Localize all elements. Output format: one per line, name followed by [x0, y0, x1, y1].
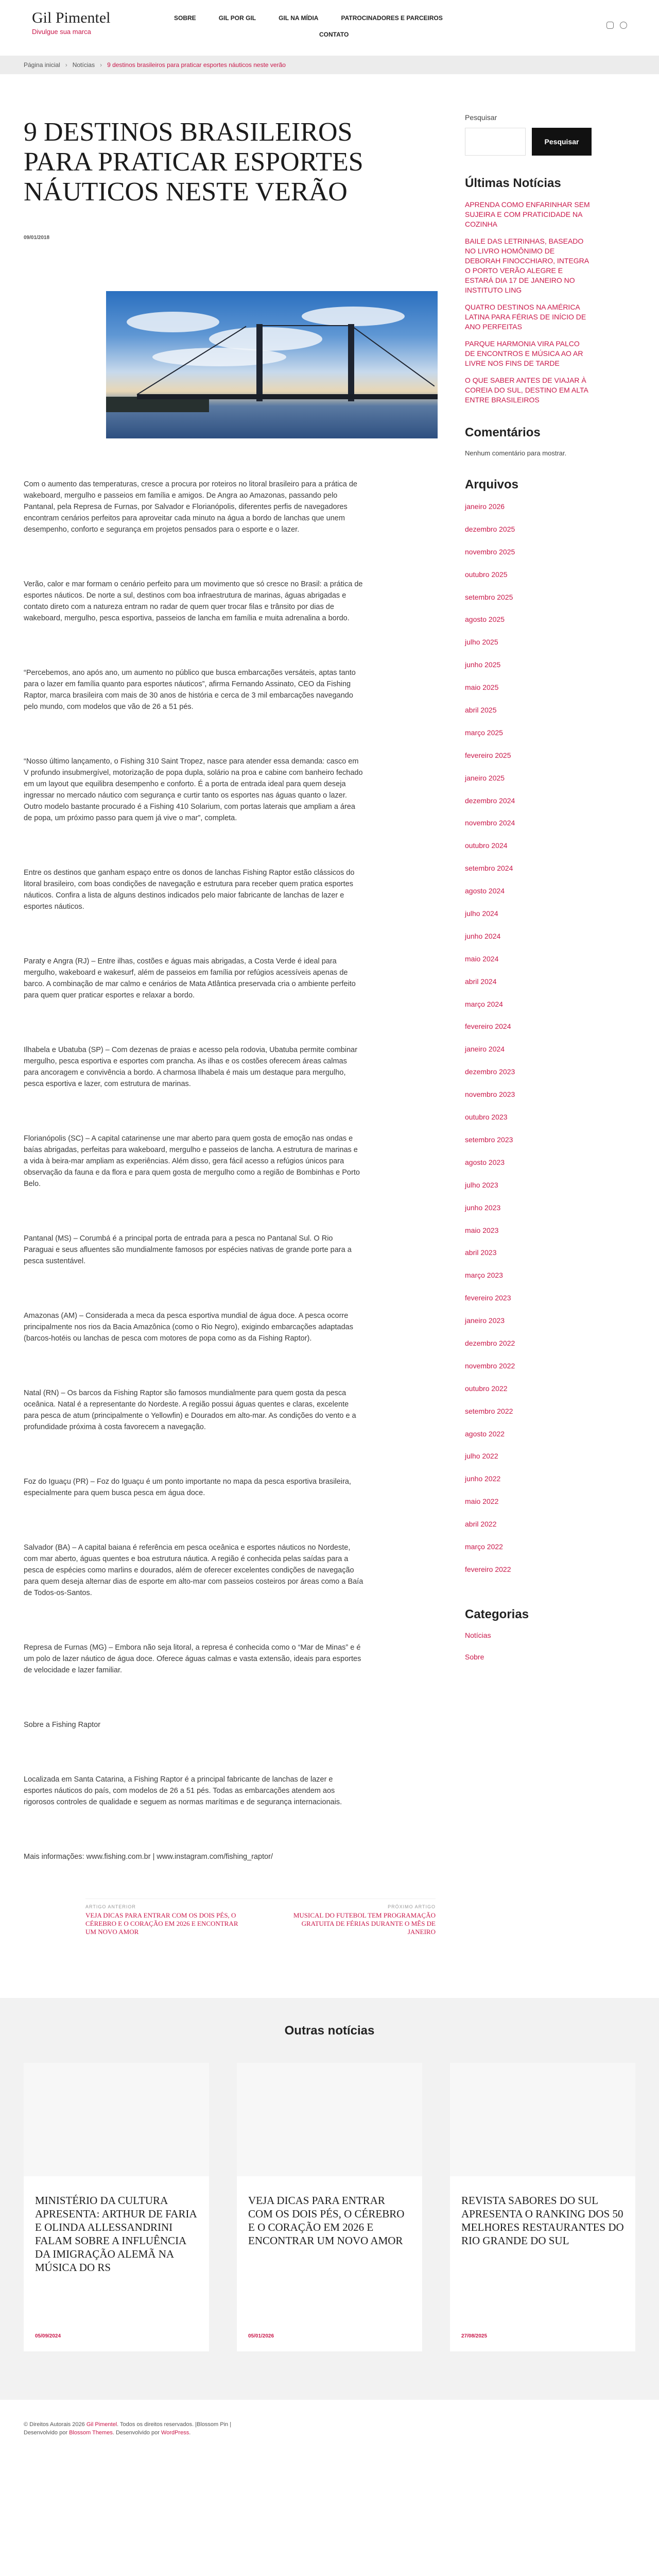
next-post-label: PRÓXIMO ARTIGO [388, 1904, 436, 1909]
related-post-card[interactable] [450, 2063, 635, 2351]
category-link[interactable]: Notícias [465, 1631, 491, 1639]
archive-link[interactable]: novembro 2025 [465, 547, 515, 556]
card-title[interactable]: VEJA DICAS PARA ENTRAR COM OS DOIS PÉS, O CÉREBRO E O CORAÇÃO EM 2026 E ENCONTRAR UM NOVO AMOR [248, 2194, 405, 2247]
comments-empty: Nenhum comentário para mostrar. [465, 449, 567, 457]
archive-link[interactable]: fevereiro 2025 [465, 751, 511, 759]
article-paragraph: Pantanal (MS) – Corumbá é a principal porta de entrada para a pesca no Pantanal Sul. O Rio Paraguai e seus afluentes são mundialmente famosos por espécies nativas de grande porte para a pesca sustentável. [24, 1234, 352, 1265]
archive-link[interactable]: junho 2023 [465, 1203, 501, 1212]
footer-powered-label: . Desenvolvido por [112, 2430, 160, 2436]
site-header [0, 0, 659, 56]
archive-link[interactable]: agosto 2025 [465, 615, 505, 624]
article-paragraph: Salvador (BA) – A capital baiana é referência em pesca oceânica e esportes náuticos no Nordeste, com mar aberto, águas quentes e boa estrutura náutica. A região é conhecida pelas saídas para a pesca de espécies como marlins e dourados, além de oferecer excelentes condições de navegação para quem deseja alternar dias de esporte em alto-mar com passeios costeiros por áreas como a Baía de Todos-os-Santos. [24, 1544, 363, 1597]
instagram-icon[interactable] [606, 22, 614, 29]
comments-title: Comentários [465, 426, 541, 439]
archive-link[interactable]: janeiro 2024 [465, 1045, 505, 1054]
article-paragraph: Paraty e Angra (RJ) – Entre ilhas, costões e águas mais abrigadas, a Costa Verde é ideal para mergulho, wakeboard e wakesurf, além de passeios em família por refúgios acessíveis apenas de barco. A combinação de mar calmo e cenários de Mata Atlântica preservada cria o ambiente perfeito para quem quer praticar esportes e relaxar a bordo. [24, 957, 356, 999]
card-image [450, 2063, 635, 2176]
article-paragraph: “Percebemos, ano após ano, um aumento no público que busca embarcações versáteis, aptas tanto para o lazer em família quanto para esportes náuticos”, afirma Fernando Assinato, CEO da Fishing Raptor, marca brasileira com mais de 30 anos de história e cerca de 3 mil embarcações navegando pelo mundo, com modelos que vão de 26 a 51 pés. [24, 669, 356, 711]
archive-link[interactable]: outubro 2024 [465, 841, 508, 850]
related-post-card[interactable] [24, 2063, 209, 2351]
archive-link[interactable]: junho 2022 [465, 1475, 501, 1483]
site-title[interactable]: Gil Pimentel [32, 9, 111, 26]
article-paragraph: Florianópolis (SC) – A capital catarinense une mar aberto para quem gosta de emoção nas ondas e baías abrigadas, perfeitas para wakeboard, mergulho e passeios de lancha. A estrutura de marinas e a vida à beira-mar ampliam as experiências. Além disso, gera fácil acesso a refúgios únicos para observação da fauna e da flora e para quem gosta de mergulho como a região de Bombinhas e Porto Belo. [24, 1134, 360, 1188]
card-image [237, 2063, 422, 2176]
prev-post[interactable] [85, 1904, 240, 1936]
recent-post-link[interactable]: APRENDA COMO ENFARINHAR SEM SUJEIRA E COM PRATICIDADE NA COZINHA [465, 200, 590, 228]
main-nav [174, 9, 504, 47]
article-paragraph: Amazonas (AM) – Considerada a meca da pesca esportiva mundial de água doce. A pesca ocorre principalmente nos rios da Bacia Amazônica (como o Rio Negro), exigindo embarcações adaptadas (barcos-hotéis ou lanchas de pesca com motores de popa como as da Fishing Raptor). [24, 1312, 353, 1343]
search-input[interactable] [465, 128, 526, 156]
archive-link[interactable]: novembro 2023 [465, 1090, 515, 1099]
prev-post-label: ARTIGO ANTERIOR [85, 1904, 136, 1909]
nav-item-patrocinadores[interactable]: PATROCINADORES E PARCEIROS [341, 14, 443, 22]
archive-link[interactable]: agosto 2024 [465, 887, 505, 895]
archive-link[interactable]: maio 2024 [465, 954, 499, 963]
archive-link[interactable]: janeiro 2026 [465, 502, 505, 511]
article-paragraph: Sobre a Fishing Raptor [24, 1721, 101, 1729]
archive-link[interactable]: abril 2022 [465, 1520, 497, 1529]
archive-link[interactable]: abril 2024 [465, 977, 497, 986]
recent-post-link[interactable]: PARQUE HARMONIA VIRA PALCO DE ENCONTROS E MÚSICA AO AR LIVRE NOS FINS DE TARDE [465, 340, 583, 367]
breadcrumb-section[interactable]: Notícias [72, 61, 95, 69]
article-paragraph: “Nosso último lançamento, o Fishing 310 Saint Tropez, nasce para atender essa demanda: casco em V profundo insubmergível, motorização de popa dupla, solário na proa e cabine com banheiro fechado em um layout que equilibra desempenho e conforto. É a porta de entrada ideal para quem deseja ingressar no mercado náutico com segurança e curtir tanto os esportes nas águas quanto o lazer. Outro modelo bastante procurado é a Fishing 410 Solarium, com portas laterais que ampliam a área de popa, um próximo passo para quem já vive o mar”, completa. [24, 757, 363, 822]
sidebar [465, 74, 592, 1936]
archive-link[interactable]: agosto 2023 [465, 1158, 505, 1166]
page-title: 9 DESTINOS BRASILEIROS PARA PRATICAR ESPORTES NÁUTICOS NESTE VERÃO [24, 117, 363, 207]
nav-item-sobre[interactable]: SOBRE [174, 14, 196, 22]
related-posts [0, 1998, 659, 2400]
category-link[interactable]: Sobre [465, 1652, 484, 1661]
card-title[interactable]: MINISTÉRIO DA CULTURA APRESENTA: ARTHUR DE FARIA E OLINDA ALLESSANDRINI FALAM SOBRE A INFLUÊNCIA DA IMIGRAÇÃO ALEMÃ NA MÚSICA DO RS [35, 2194, 197, 2274]
article-paragraph: Mais informações: www.fishing.com.br | www.instagram.com/fishing_raptor/ [24, 1853, 273, 1861]
footer-end: . [189, 2430, 191, 2436]
archive-link[interactable]: agosto 2022 [465, 1429, 505, 1438]
archive-link[interactable]: setembro 2023 [465, 1135, 513, 1144]
archive-link[interactable]: março 2022 [465, 1542, 503, 1551]
footer-rights: . Todos os direitos reservados. |Blossom Pin | [117, 2421, 232, 2428]
archive-link[interactable]: maio 2022 [465, 1497, 499, 1506]
article-paragraph: Com o aumento das temperaturas, cresce a procura por roteiros no litoral brasileiro para a prática de wakeboard, mergulho e passeios em família e amigos. De Angra ao Amazonas, passando pelo Pantanal, pela Represa de Furnas, por Salvador e Florianópolis, diferentes perfis de navegadores encontram cenários perfeitos para aproveitar cada minuto na água a bordo de lanchas que unem desempenho, conforto e segurança em projetos pensados para o esporte e o lazer. [24, 480, 357, 534]
search-button[interactable]: Pesquisar [532, 128, 592, 156]
recent-post-link[interactable]: BAILE DAS LETRINHAS, BASEADO NO LIVRO HOMÔNIMO DE DEBORAH FINOCCHIARO, INTEGRA O PORTO VERÃO ALEGRE E ESTARÁ DIA 17 DE JANEIRO NO INSTITUTO LING [465, 237, 589, 294]
archive-link[interactable]: maio 2025 [465, 683, 499, 692]
breadcrumb-separator-icon: › [65, 61, 67, 69]
footer-brand-link[interactable]: Gil Pimentel [86, 2421, 117, 2428]
archive-link[interactable]: março 2023 [465, 1271, 503, 1280]
related-post-card[interactable] [237, 2063, 422, 2351]
archive-link[interactable]: outubro 2025 [465, 570, 508, 579]
archive-link[interactable]: julho 2025 [465, 638, 498, 647]
archive-link[interactable]: março 2025 [465, 728, 503, 737]
next-post[interactable] [281, 1904, 436, 1936]
nav-item-gil-na-midia[interactable]: GIL NA MÍDIA [279, 14, 319, 22]
search-label: Pesquisar [465, 113, 497, 122]
footer-dev-label: Desenvolvido por [24, 2430, 67, 2436]
recent-posts-title: Últimas Notícias [465, 176, 561, 190]
archive-link[interactable]: fevereiro 2024 [465, 1022, 511, 1031]
prev-post-link[interactable]: VEJA DICAS PARA ENTRAR COM OS DOIS PÉS, O CÉREBRO E O CORAÇÃO EM 2026 E ENCONTRAR UM NOVO AMOR [85, 1911, 238, 1936]
archive-link[interactable]: novembro 2024 [465, 819, 515, 827]
article-paragraph: Verão, calor e mar formam o cenário perfeito para um movimento que só cresce no Brasil: a prática de esportes náuticos. De norte a sul, destinos com boa infraestrutura de marinas, águas abrigadas e contato direto com a natureza entram no radar de quem quer trocar filas e trânsito por dias de wakeboard, mergulho, pesca esportiva, passeios de lancha em família e muita adrenalina a bordo. [24, 580, 363, 622]
breadcrumb [0, 56, 659, 74]
archive-link[interactable]: outubro 2023 [465, 1113, 508, 1122]
nav-item-gil-por-gil[interactable]: GIL POR GIL [218, 14, 256, 22]
archive-link[interactable]: setembro 2025 [465, 592, 513, 601]
archive-link[interactable]: abril 2025 [465, 706, 497, 715]
archive-link[interactable]: março 2024 [465, 999, 503, 1008]
article-paragraph: Localizada em Santa Catarina, a Fishing Raptor é a principal fabricante de lanchas de lazer e esportes náuticos do país, com modelos de 26 a 51 pés. Todas as embarcações atendem aos rigorosos controles de qualidade e seguem as normas marítimas e de segurança internacionais. [24, 1775, 342, 1806]
article-paragraph: Ilhabela e Ubatuba (SP) – Com dezenas de praias e acesso pela rodovia, Ubatuba permite combinar mergulho, pesca esportiva e esportes com prancha. As ilhas e os costões oferecem áreas calmas para ancoragem e convivência a bordo. A charmosa Ilhabela é mais um destaque para mergulho, pesca esportiva e lazer, com estrutura de marinas. [24, 1046, 358, 1088]
footer-theme-link[interactable]: Blossom Themes [69, 2430, 113, 2436]
archive-link[interactable]: julho 2022 [465, 1452, 498, 1461]
archive-link[interactable]: fevereiro 2023 [465, 1294, 511, 1302]
archive-link[interactable]: julho 2023 [465, 1180, 498, 1189]
related-posts-title: Outras notícias [284, 2024, 375, 2038]
breadcrumb-separator-icon: › [100, 61, 102, 69]
archive-link[interactable]: setembro 2024 [465, 864, 513, 873]
featured-image [106, 291, 438, 438]
article-paragraph: Represa de Furnas (MG) – Embora não seja litoral, a represa é conhecida como o “Mar de Minas” e é um polo de lazer náutico de água doce. Oferece águas calmas e vasta extensão, ideais para esportes de velocidade e lazer familiar. [24, 1643, 361, 1674]
card-date: 05/01/2026 [248, 2333, 274, 2339]
archive-link[interactable]: fevereiro 2022 [465, 1565, 511, 1573]
archive-link[interactable]: abril 2023 [465, 1248, 497, 1257]
card-date: 27/08/2025 [461, 2333, 488, 2339]
card-date: 05/09/2024 [35, 2333, 61, 2339]
social-links [606, 9, 627, 29]
archive-link[interactable]: maio 2023 [465, 1226, 499, 1234]
categories-title: Categorias [465, 1607, 529, 1621]
footer-wordpress-link[interactable]: WordPress [161, 2430, 189, 2436]
recent-post-link[interactable]: QUATRO DESTINOS NA AMÉRICA LATINA PARA FÉRIAS DE INÍCIO DE ANO PERFEITAS [465, 303, 586, 331]
archive-link[interactable]: dezembro 2024 [465, 796, 515, 805]
archive-link[interactable]: janeiro 2023 [465, 1316, 505, 1325]
next-post-link[interactable]: MUSICAL DO FUTEBOL TEM PROGRAMAÇÃO GRATUITA DE FÉRIAS DURANTE O MÊS DE JANEIRO [293, 1911, 436, 1936]
article-paragraph: Foz do Iguaçu (PR) – Foz do Iguaçu é um ponto importante no mapa da pesca esportiva brasileira, especialmente para quem busca pesca em água doce. [24, 1478, 351, 1497]
archive-link[interactable]: dezembro 2025 [465, 524, 515, 533]
archive-link[interactable]: setembro 2022 [465, 1406, 513, 1415]
recent-post-link[interactable]: O QUE SABER ANTES DE VIAJAR À COREIA DO SUL, DESTINO EM ALTA ENTRE BRASILEIROS [465, 376, 588, 404]
post-navigation [85, 1899, 436, 1936]
card-title[interactable]: REVISTA SABORES DO SUL APRESENTA O RANKING DOS 50 MELHORES RESTAURANTES DO RIO GRANDE DO SUL [461, 2194, 624, 2247]
article-paragraph: Entre os destinos que ganham espaço entre os donos de lanchas Fishing Raptor estão clássicos do litoral brasileiro, com boas condições de navegação e estrutura para receber quem pratica esportes náuticos. Confira a lista de alguns destinos indicados pelo maior fabricante de lanchas de lazer e esportes náuticos. [24, 869, 355, 911]
footer-copyright: © Direitos Autorais 2026 [24, 2421, 85, 2428]
card-image [24, 2063, 209, 2176]
archive-link[interactable]: novembro 2022 [465, 1361, 515, 1370]
archive-list [465, 501, 592, 1587]
search-form [465, 128, 592, 156]
breadcrumb-current: 9 destinos brasileiros para praticar esportes náuticos neste verão [107, 61, 286, 69]
archive-link[interactable]: janeiro 2025 [465, 773, 505, 782]
article-body [24, 479, 438, 1862]
nav-item-contato[interactable]: CONTATO [319, 31, 349, 38]
site-footer [0, 2400, 659, 2442]
breadcrumb-home[interactable]: Página inicial [24, 61, 60, 69]
archives-title: Arquivos [465, 478, 519, 492]
article [24, 74, 438, 1936]
archive-link[interactable]: dezembro 2023 [465, 1067, 515, 1076]
site-tagline: Divulgue sua marca [32, 28, 91, 36]
spotify-icon[interactable] [620, 22, 627, 29]
archive-link[interactable]: dezembro 2022 [465, 1338, 515, 1347]
archive-link[interactable]: junho 2024 [465, 931, 501, 940]
archive-link[interactable]: julho 2024 [465, 909, 498, 918]
article-paragraph: Natal (RN) – Os barcos da Fishing Raptor são famosos mundialmente para quem gosta da pesca oceânica. Natal é a representante do Nordeste. A região possui águas quentes e claras, excelente para pesca de atum (principalmente o Yellowfin) e Dourados em alto-mar. As condições do vento e a profundidade próxima à costa favorecem a navegação. [24, 1389, 356, 1431]
post-date: 09/01/2018 [24, 235, 50, 241]
brand [32, 9, 174, 36]
archive-link[interactable]: outubro 2022 [465, 1384, 508, 1393]
archive-link[interactable]: junho 2025 [465, 660, 501, 669]
